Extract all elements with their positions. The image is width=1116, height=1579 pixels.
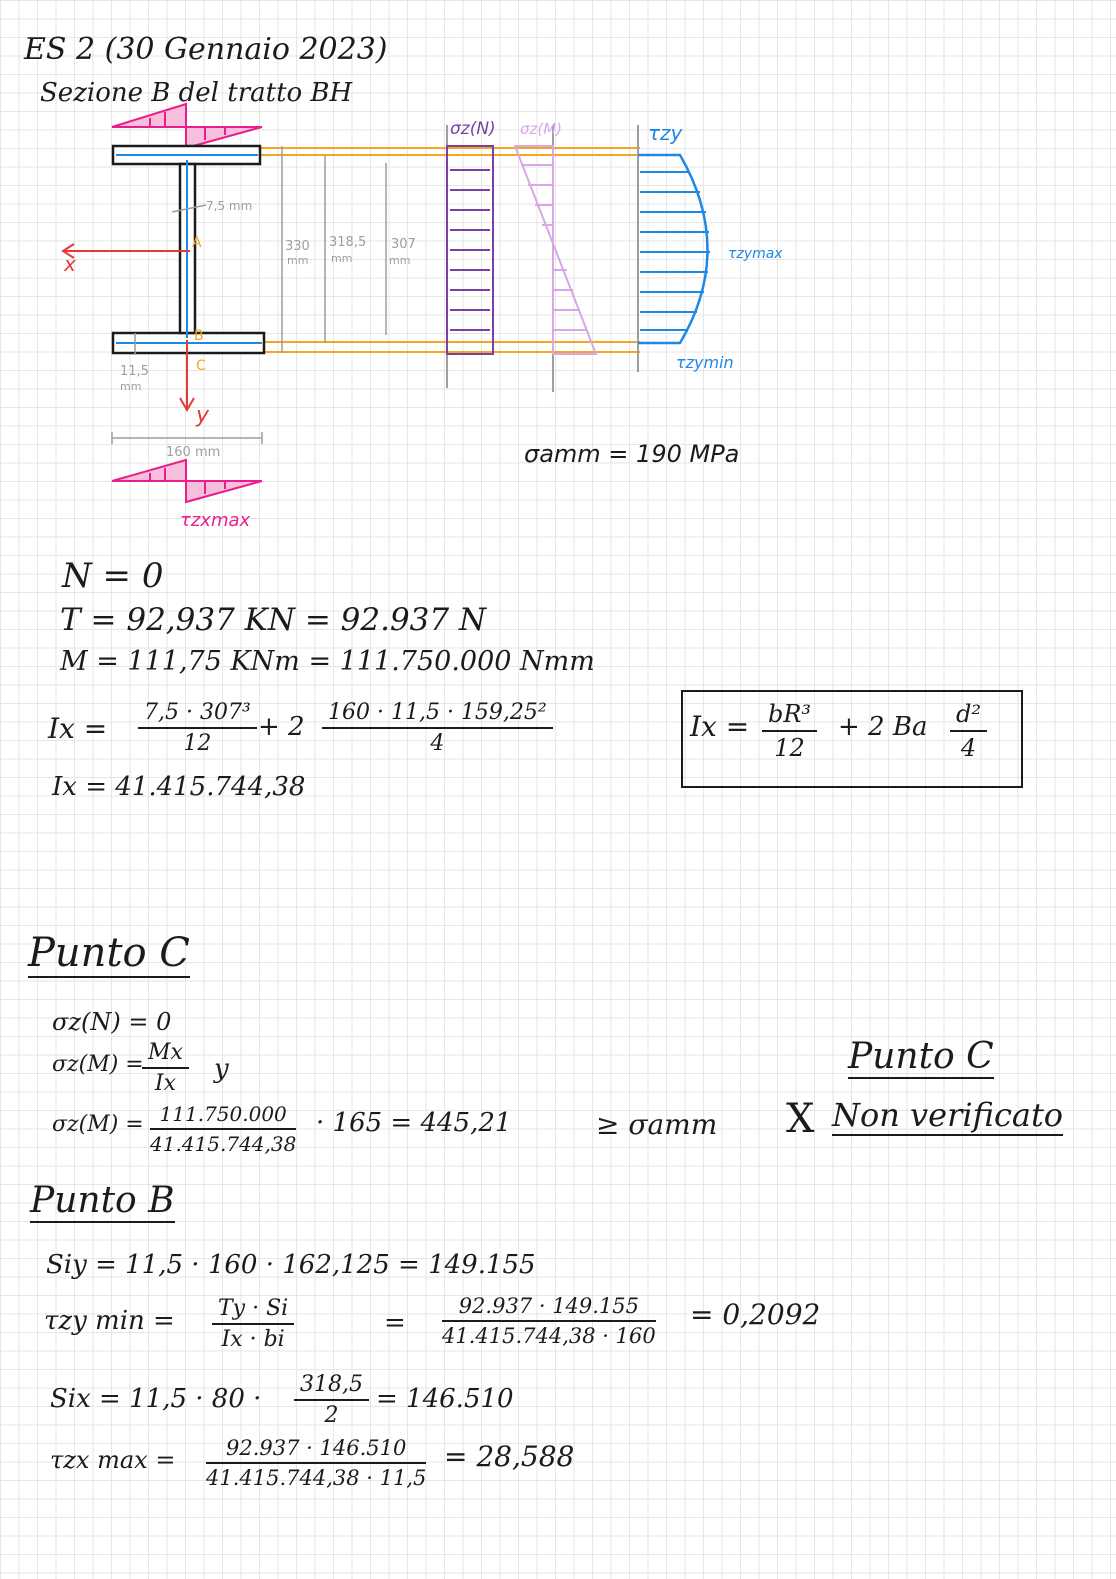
punto-b-six-lhs: Six = 11,5 · 80 · (50, 1384, 262, 1414)
formula-frac-1 (762, 700, 817, 762)
tau-zx-bottom-diagram (112, 460, 262, 502)
dim-318-label: 318,5 (329, 235, 367, 250)
punto-c-sigma-m-frac (142, 1040, 189, 1096)
punto-c-sigma-m-lhs: σz(M) = (52, 1052, 144, 1077)
punto-c-calc-den: 41.415.744,38 (150, 1132, 297, 1156)
formula-mid: + 2 Ba (838, 712, 928, 742)
formula-frac-2-num: d² (950, 700, 987, 732)
inertia-plus: + 2 (258, 712, 305, 742)
dim-width (112, 432, 262, 444)
punto-b-tzymin-frac (212, 1296, 294, 1352)
axis-x-label: x (64, 252, 76, 276)
punto-b-six-frac (294, 1372, 369, 1428)
inertia-lhs: Ix = (48, 712, 108, 745)
punto-b-six-num: 318,5 (294, 1372, 369, 1401)
punto-b-tzymin-values (442, 1294, 656, 1348)
punto-b-six-den: 2 (324, 1403, 339, 1428)
punto-b-tzymin-lhs: τzy min = (44, 1306, 175, 1336)
tau-zy-label: τzy (648, 121, 683, 145)
dim-web-label: 7,5 mm (206, 199, 253, 213)
dim-330-unit: mm (287, 254, 309, 267)
punto-c-sigma-m-y: y (214, 1054, 229, 1084)
dim-width-label: 160 mm (166, 445, 221, 460)
load-t: T = 92,937 KN = 92.937 N (60, 602, 487, 638)
point-b-label: B (194, 328, 204, 344)
punto-b-tzxmax-den: 41.415.744,38 · 11,5 (206, 1466, 427, 1490)
inertia-frac-2 (322, 700, 553, 756)
punto-c-calc-lhs: σz(M) = (52, 1112, 144, 1137)
punto-c-verdict: Non verificato (832, 1096, 1064, 1134)
punto-b-heading: Punto B (30, 1180, 175, 1221)
dim-flange-label: 11,5 (120, 364, 149, 379)
punto-c-cross: X (786, 1096, 815, 1142)
sigma-m-label: σz(M) (520, 120, 563, 138)
inertia-result: Ix = 41.415.744,38 (52, 772, 306, 802)
axis-y-label: y (196, 403, 210, 428)
punto-c-compare: ≥ σamm (596, 1108, 718, 1141)
punto-c-sigma-m-den: Ix (154, 1071, 177, 1096)
page-title: ES 2 (30 Gennaio 2023) (24, 32, 388, 67)
inertia-frac-2-den: 4 (430, 731, 445, 756)
section-diagram (0, 0, 1116, 540)
inertia-frac-1-den: 12 (183, 731, 212, 756)
inertia-frac-1-num: 7,5 · 307³ (138, 700, 257, 729)
tau-zymax-label: τzymax (728, 246, 783, 262)
tau-zy-diagram (638, 125, 710, 372)
punto-b-tzymin-num: Ty · Si (212, 1296, 294, 1325)
point-c-label: C (196, 358, 206, 374)
dim-307-unit: mm (389, 254, 411, 267)
punto-b-tzymin-eq: = (384, 1308, 406, 1338)
dim-flange-unit: mm (120, 380, 142, 393)
sigma-n-label: σz(N) (450, 119, 496, 139)
formula-frac-1-den: 12 (774, 734, 805, 762)
punto-b-tzymin-vnum: 92.937 · 149.155 (442, 1294, 656, 1322)
formula-lhs: Ix = (690, 710, 750, 743)
axis-x (63, 244, 190, 258)
page-subtitle: Sezione B del tratto BH (40, 78, 353, 108)
punto-c-calc-frac (150, 1102, 296, 1156)
load-m: M = 111,75 KNm = 111.750.000 Nmm (60, 646, 595, 677)
point-a-label: A (192, 235, 202, 251)
tau-zx-top-diagram (112, 104, 262, 148)
punto-b-tzxmax-num: 92.937 · 146.510 (206, 1436, 426, 1464)
punto-b-tzxmax-frac (206, 1436, 426, 1490)
tau-zxmax-label: τzxmax (180, 510, 251, 531)
formula-frac-2 (950, 700, 987, 762)
i-beam (113, 146, 264, 353)
inertia-frac-2-num: 160 · 11,5 · 159,25² (322, 700, 553, 729)
punto-c-calc-rest: · 165 = 445,21 (316, 1108, 512, 1138)
punto-b-tzymin-vden: 41.415.744,38 · 160 (442, 1324, 656, 1348)
punto-b-siy: Siy = 11,5 · 160 · 162,125 = 149.155 (46, 1250, 536, 1280)
punto-c-sigma-n: σz(N) = 0 (52, 1008, 172, 1036)
punto-b-tzxmax-lhs: τzx max = (50, 1446, 176, 1474)
punto-c-verdict-title: Punto C (848, 1036, 994, 1077)
punto-c-heading: Punto C (28, 930, 190, 976)
punto-b-tzymin-den: Ix · bi (221, 1327, 285, 1352)
dim-330-label: 330 (285, 239, 310, 254)
sigma-n-diagram (447, 125, 493, 388)
tau-zymin-label: τzymin (676, 353, 734, 372)
load-n: N = 0 (62, 556, 164, 596)
punto-b-six-result: = 146.510 (376, 1384, 514, 1414)
inertia-frac-1 (138, 700, 257, 756)
punto-b-tzxmax-result: = 28,588 (444, 1440, 575, 1473)
formula-frac-1-num: bR³ (762, 700, 817, 732)
dim-318-unit: mm (331, 252, 353, 265)
punto-c-sigma-m-num: Mx (142, 1040, 189, 1069)
formula-frac-2-den: 4 (960, 734, 977, 762)
punto-c-calc-num: 111.750.000 (150, 1102, 296, 1130)
sigma-amm-label: σamm = 190 MPa (524, 440, 740, 468)
punto-b-tzymin-result: = 0,2092 (690, 1298, 821, 1331)
dim-307-label: 307 (391, 237, 416, 252)
